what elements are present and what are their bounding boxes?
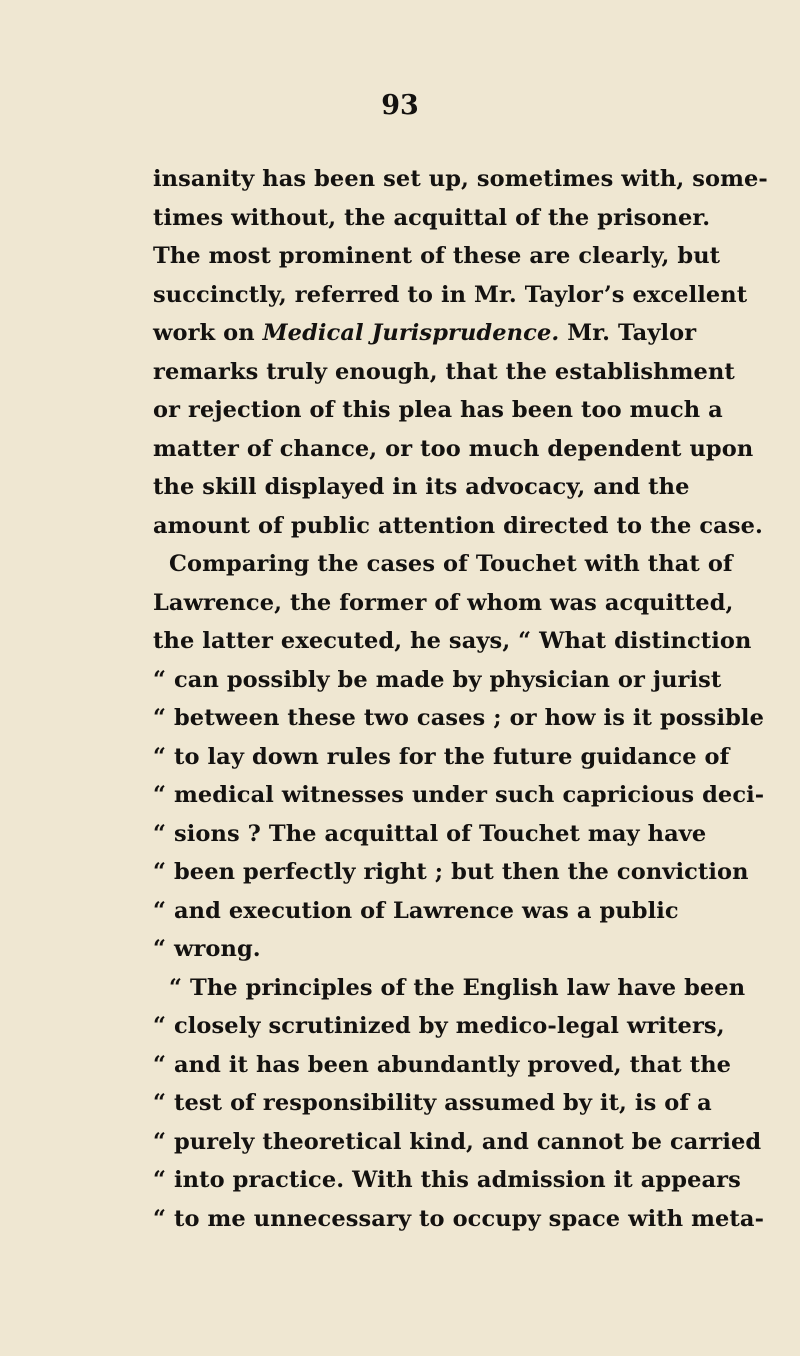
text-line: “ The principles of the English law have been bbox=[169, 974, 746, 1001]
text-line: work on Medical Jurisprudence. Mr. Taylor bbox=[153, 320, 697, 346]
text-line: the latter executed, he says, “ What distinction bbox=[153, 628, 752, 654]
text-line: amount of public attention directed to the case. bbox=[153, 512, 763, 539]
text-line: matter of chance, or too much dependent upon bbox=[153, 435, 754, 462]
text-line: “ between these two cases ; or how is it possible bbox=[153, 705, 764, 731]
text-line: succinctly, referred to in Mr. Taylor’s excellent bbox=[153, 281, 748, 308]
text-line: “ medical witnesses under such capricious deci- bbox=[153, 782, 765, 808]
text-line: “ into practice. With this admission it appears bbox=[153, 1167, 741, 1193]
text-line: the skill displayed in its advocacy, and the bbox=[153, 474, 690, 500]
text-line: “ sions ? The acquittal of Touchet may have bbox=[153, 820, 707, 847]
text-line: insanity has been set up, sometimes with, some- bbox=[153, 166, 768, 192]
book-title: Medical Jurisprudence. bbox=[262, 320, 560, 346]
text-line: “ purely theoretical kind, and cannot be carried bbox=[153, 1128, 762, 1155]
body-text bbox=[153, 160, 768, 1238]
text-line: “ wrong. bbox=[153, 936, 261, 962]
text-line: “ and it has been abundantly proved, that the bbox=[153, 1051, 732, 1078]
text-line: Lawrence, the former of whom was acquitted, bbox=[153, 589, 734, 616]
text-line: times without, the acquittal of the prisoner. bbox=[153, 204, 711, 231]
text-line: “ can possibly be made by physician or jurist bbox=[153, 666, 722, 693]
text-line: “ to me unnecessary to occupy space with meta- bbox=[153, 1205, 765, 1232]
text-line: or rejection of this plea has been too much a bbox=[153, 397, 723, 423]
text-line: “ to lay down rules for the future guidance of bbox=[153, 743, 730, 770]
page-number: 93 bbox=[381, 90, 419, 121]
text-line: “ test of responsibility assumed by it, is of a bbox=[153, 1090, 712, 1116]
text-line: “ been perfectly right ; but then the conviction bbox=[153, 859, 749, 885]
text-line: The most prominent of these are clearly, but bbox=[153, 243, 721, 269]
text-line: remarks truly enough, that the establishment bbox=[153, 358, 735, 385]
text-line: “ and execution of Lawrence was a public bbox=[153, 897, 679, 924]
text-line: “ closely scrutinized by medico-legal writers, bbox=[153, 1013, 725, 1039]
text-line: Comparing the cases of Touchet with that of bbox=[169, 551, 733, 577]
